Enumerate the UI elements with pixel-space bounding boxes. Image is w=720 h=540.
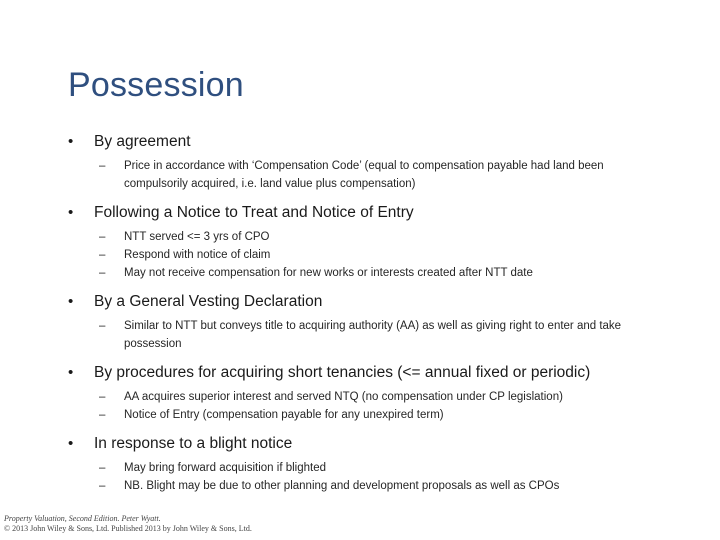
sub-list — [62, 388, 662, 424]
sub-list — [62, 157, 662, 193]
bullet-text: By a General Vesting Declaration — [94, 293, 323, 310]
sub-text: May bring forward acquisition if blighted — [124, 462, 326, 474]
dash-icon: – — [99, 267, 106, 279]
bullet-text: Following a Notice to Treat and Notice of Entry — [94, 204, 414, 221]
dash-icon: – — [99, 249, 106, 261]
bullet-text: By agreement — [94, 133, 191, 150]
sub-list — [62, 459, 662, 495]
sub-list — [62, 228, 662, 282]
sub-list — [62, 317, 662, 353]
sub-text: Price in accordance with ‘Compensation Code’ (equal to compensation payable had land been compulsorily acquired, i.e. land value plus compensation) — [124, 160, 604, 190]
bullet-item — [62, 203, 662, 223]
sub-item — [62, 228, 662, 246]
sub-item — [62, 157, 662, 193]
slide-title: Possession — [68, 66, 244, 104]
sub-text: NB. Blight may be due to other planning and development proposals as well as CPOs — [124, 480, 560, 492]
dash-icon: – — [99, 480, 106, 492]
sub-item — [62, 406, 662, 424]
bullet-item — [62, 434, 662, 454]
dash-icon: – — [99, 231, 106, 243]
bullet-icon: • — [68, 364, 74, 381]
dash-icon: – — [99, 320, 106, 332]
sub-item — [62, 264, 662, 282]
sub-text: Respond with notice of claim — [124, 249, 271, 261]
sub-text: NTT served <= 3 yrs of CPO — [124, 231, 270, 243]
sub-text: May not receive compensation for new works or interests created after NTT date — [124, 267, 533, 279]
dash-icon: – — [99, 462, 106, 474]
dash-icon: – — [99, 391, 106, 403]
sub-item — [62, 388, 662, 406]
sub-item — [62, 477, 662, 495]
bullet-item — [62, 363, 662, 383]
bullet-icon: • — [68, 435, 74, 452]
sub-item — [62, 317, 662, 353]
bullet-icon: • — [68, 133, 74, 150]
copyright-footer — [4, 514, 252, 534]
bullet-list — [62, 132, 662, 505]
sub-text: Notice of Entry (compensation payable for any unexpired term) — [124, 409, 444, 421]
footer-copyright: © 2013 John Wiley & Sons, Ltd. Published 2013 by John Wiley & Sons, Ltd. — [4, 524, 252, 533]
bullet-text: In response to a blight notice — [94, 435, 293, 452]
bullet-item — [62, 292, 662, 312]
bullet-icon: • — [68, 204, 74, 221]
dash-icon: – — [99, 160, 106, 172]
footer-book-title: Property Valuation, Second Edition. Peter Wyatt. — [4, 514, 161, 523]
dash-icon: – — [99, 409, 106, 421]
sub-text: AA acquires superior interest and served NTQ (no compensation under CP legislation) — [124, 391, 563, 403]
sub-text: Similar to NTT but conveys title to acquiring authority (AA) as well as giving right to enter and take possession — [124, 320, 622, 350]
bullet-icon: • — [68, 293, 74, 310]
bullet-text: By procedures for acquiring short tenancies (<= annual fixed or periodic) — [94, 364, 591, 381]
bullet-item — [62, 132, 662, 152]
sub-item — [62, 459, 662, 477]
sub-item — [62, 246, 662, 264]
